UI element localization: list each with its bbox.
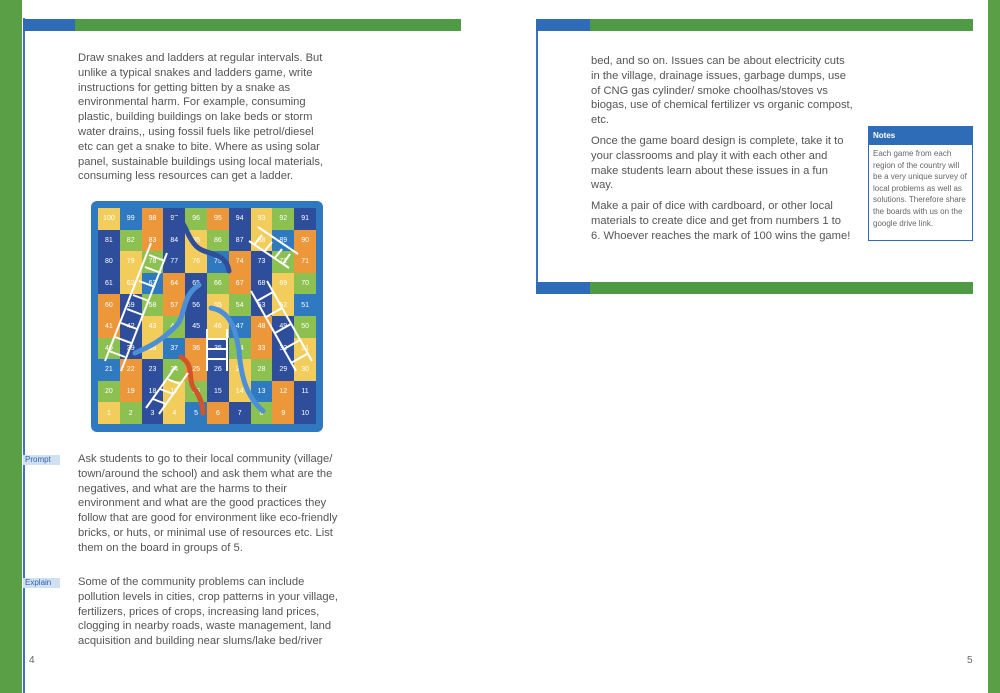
board-cell: 91 [294, 208, 316, 230]
board-cell: 19 [120, 381, 142, 403]
header-bar-green-right [590, 19, 973, 31]
board-cell: 65 [185, 273, 207, 295]
board-cell: 48 [251, 316, 273, 338]
board-cell: 18 [142, 381, 164, 403]
prompt-text: Ask students to go to their local community (village/ town/around the school) and ask them what are the negatives, and what are the harms to their environment and what are the good practices they follow that are good for environment like eco-friendly bricks, or huts, or minimal use of resources etc. List them on the board in groups of 5. [78, 453, 338, 554]
board-cell: 40 [98, 338, 120, 360]
board-cell: 34 [229, 338, 251, 360]
board-cell: 60 [98, 294, 120, 316]
board-cell: 26 [207, 359, 229, 381]
notes-text: Each game from each region of the country will be a very unique survey of local problems as well as solutions. Therefore share the boards with us on the google drive link. [873, 149, 967, 228]
footer-bar-green-right [590, 282, 973, 294]
page-number-left: 4 [29, 655, 35, 666]
page-number-right: 5 [967, 655, 973, 666]
board-cell: 55 [207, 294, 229, 316]
board-cell: 98 [142, 208, 164, 230]
board-cell: 68 [251, 273, 273, 295]
board-cell: 45 [185, 316, 207, 338]
board-cell: 81 [98, 230, 120, 252]
board-cell: 22 [120, 359, 142, 381]
board-cell: 64 [163, 273, 185, 295]
board-cell: 80 [98, 251, 120, 273]
header-bar-green [75, 19, 461, 31]
board-cell: 88 [251, 230, 273, 252]
board-cell: 31 [294, 338, 316, 360]
board-cell: 72 [272, 251, 294, 273]
board-cell: 21 [98, 359, 120, 381]
board-cell: 29 [272, 359, 294, 381]
board-cell: 49 [272, 316, 294, 338]
right-text [591, 54, 853, 250]
intro-text: Draw snakes and ladders at regular intervals. But unlike a typical snakes and ladders game, write instructions for getting bitten by a snake as environmental harm. For example, consuming plastic, building buildings on lake beds or storm water drains,, using fossil fuels like petrol/diesel etc can get a snake to bite. Where as using solar panel, sustainable buildings using local materials, consuming less resources can get a ladder. [78, 52, 324, 183]
board-cell: 38 [142, 338, 164, 360]
notes-title: Notes [869, 127, 972, 145]
snakes-and-ladders-art [91, 201, 323, 432]
board-cell: 12 [272, 381, 294, 403]
board-cell: 3 [142, 402, 164, 424]
board-cell: 76 [185, 251, 207, 273]
board-cell: 36 [185, 338, 207, 360]
board-cell: 15 [207, 381, 229, 403]
board-cell: 94 [229, 208, 251, 230]
board-cell: 14 [229, 381, 251, 403]
board-cell: 52 [272, 294, 294, 316]
explain-text: Some of the community problems can include pollution levels in cities, crop patterns in your village, fertilizers, prices of crops, increasing land prices, clogging in nearby roads, waste management, land acquisition and building near slums/lake bed/river [78, 576, 338, 648]
board-cell: 28 [251, 359, 273, 381]
board-cell: 95 [207, 208, 229, 230]
board-cell: 86 [207, 230, 229, 252]
explain-tag: Explain [23, 578, 60, 588]
board-cell: 79 [120, 251, 142, 273]
board-cell: 71 [294, 251, 316, 273]
board-cell: 11 [294, 381, 316, 403]
notes-box [868, 126, 973, 241]
board-cell: 5 [185, 402, 207, 424]
board-cell: 100 [98, 208, 120, 230]
header-bar-blue-right [536, 19, 590, 31]
prompt-tag: Prompt [23, 455, 60, 465]
right-box-left-line [536, 19, 538, 293]
board-cell: 96 [185, 208, 207, 230]
paragraph-classroom: Once the game board design is complete, take it to your classrooms and play it with each other and make students learn about these issues in a fun way. [591, 134, 844, 192]
board-cell: 39 [120, 338, 142, 360]
board-cell: 23 [142, 359, 164, 381]
board-cell: 75 [207, 251, 229, 273]
board-cell: 87 [229, 230, 251, 252]
board-cell: 9 [272, 402, 294, 424]
board-cell: 73 [251, 251, 273, 273]
board-cell: 41 [98, 316, 120, 338]
board-cell: 84 [163, 230, 185, 252]
board-cell: 10 [294, 402, 316, 424]
board-cell: 69 [272, 273, 294, 295]
board-cell: 74 [229, 251, 251, 273]
page-border-right [988, 0, 1000, 693]
board-cell: 24 [163, 359, 185, 381]
board-cell: 57 [163, 294, 185, 316]
board-cell: 1 [98, 402, 120, 424]
board-cell: 97 [163, 208, 185, 230]
board-cell: 70 [294, 273, 316, 295]
board-cell: 20 [98, 381, 120, 403]
board-cell: 13 [251, 381, 273, 403]
board-cell: 92 [272, 208, 294, 230]
header-bar-blue [23, 19, 75, 31]
board-cell: 42 [120, 316, 142, 338]
board-cell: 77 [163, 251, 185, 273]
board-cell: 67 [229, 273, 251, 295]
board-cell: 63 [142, 273, 164, 295]
board-cell: 46 [207, 316, 229, 338]
board-cell: 62 [120, 273, 142, 295]
board-cell: 35 [207, 338, 229, 360]
board-cell: 99 [120, 208, 142, 230]
board-cell: 17 [163, 381, 185, 403]
board-cell: 54 [229, 294, 251, 316]
board-cell: 25 [185, 359, 207, 381]
board-cell: 90 [294, 230, 316, 252]
board-cell: 61 [98, 273, 120, 295]
paragraph-dice: Make a pair of dice with cardboard, or other local materials to create dice and get from numbers 1 to 6. Whoever reaches the mark of 100 wins the game! [591, 200, 851, 242]
board-cell: 16 [185, 381, 207, 403]
board-cell: 4 [163, 402, 185, 424]
snake [135, 218, 263, 413]
board-cell: 93 [251, 208, 273, 230]
board-cell: 51 [294, 294, 316, 316]
page-border-left [0, 0, 22, 693]
board-cell: 43 [142, 316, 164, 338]
board-cell: 37 [163, 338, 185, 360]
board-cell: 44 [163, 316, 185, 338]
board-cell: 6 [207, 402, 229, 424]
board-cell: 78 [142, 251, 164, 273]
board-cell: 47 [229, 316, 251, 338]
board-cell: 50 [294, 316, 316, 338]
board-cell: 66 [207, 273, 229, 295]
board-cell: 2 [120, 402, 142, 424]
board-cell: 89 [272, 230, 294, 252]
board-cell: 59 [120, 294, 142, 316]
board-cell: 33 [251, 338, 273, 360]
board-cell: 58 [142, 294, 164, 316]
board-cell: 8 [251, 402, 273, 424]
board-cell: 83 [142, 230, 164, 252]
board-cell: 82 [120, 230, 142, 252]
board-cell: 30 [294, 359, 316, 381]
board-cell: 32 [272, 338, 294, 360]
left-margin-line [23, 18, 25, 693]
board-cell: 56 [185, 294, 207, 316]
board-cell: 7 [229, 402, 251, 424]
paragraph-issues: bed, and so on. Issues can be about electricity cuts in the village, drainage issues, garbage dumps, use of CNG gas cylinder/ smoke choolhas/stoves vs biogas, use of chemical fertilizer vs organic compost, etc. [591, 55, 853, 127]
board-cell: 53 [251, 294, 273, 316]
board-cell: 27 [229, 359, 251, 381]
snakes-ladders-board [91, 201, 323, 432]
footer-bar-blue-right [536, 282, 590, 294]
board-cell: 85 [185, 230, 207, 252]
